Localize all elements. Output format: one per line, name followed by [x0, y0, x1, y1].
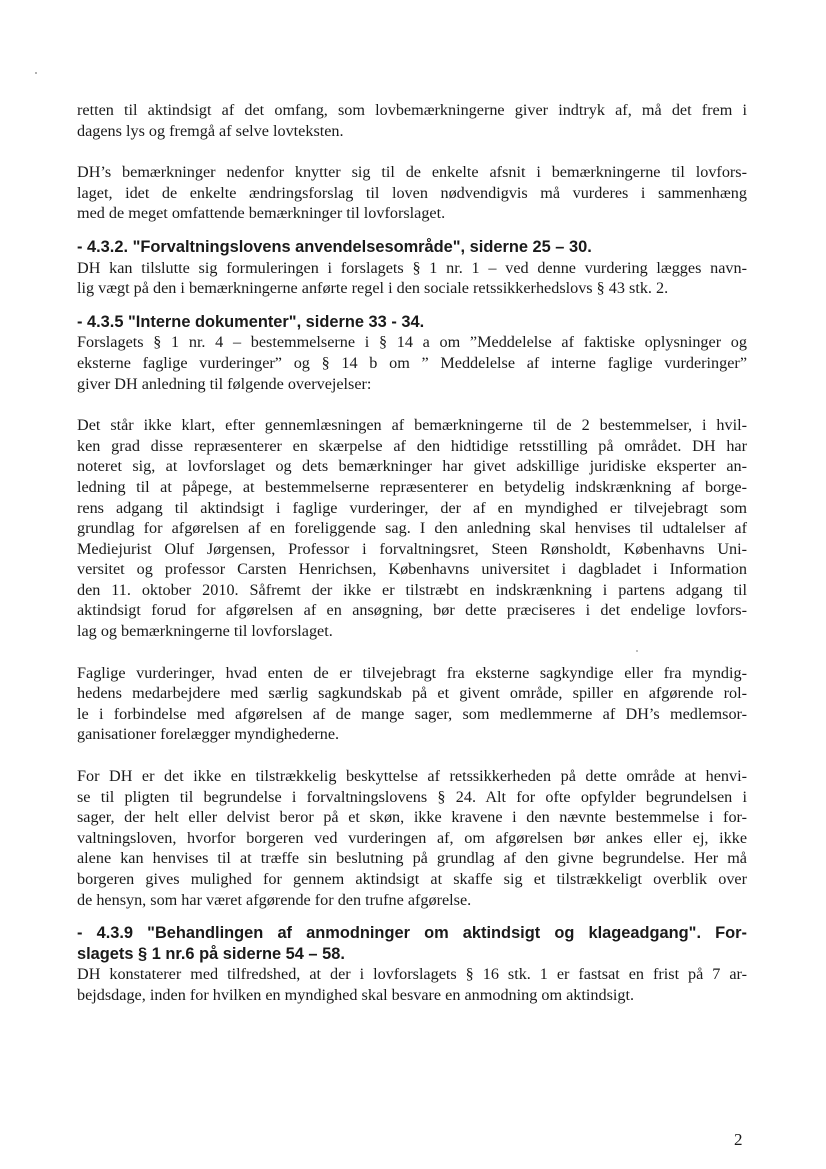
- paragraph-section-4-3-2: [77, 258, 747, 299]
- paragraph-section-4-3-5: [77, 332, 747, 394]
- text-line: sager, der helt eller delvist beror på et skøn, ikke kravene i den nævnte bestemmelse i for-: [77, 808, 747, 827]
- text-line: se til pligten til begrundelse i forvaltningslovens § 24. Alt for ofte opfylder begrundelsen i: [77, 787, 747, 806]
- section-heading-4-3-2: - 4.3.2. "Forvaltningslovens anvendelsesområde", siderne 25 – 30.: [77, 237, 592, 256]
- text-line: DH kan tilslutte sig formuleringen i forslagets § 1 nr. 1 – ved denne vurdering lægges navn-: [77, 258, 747, 277]
- paragraph-section-4-3-9: [77, 964, 747, 1005]
- text-line: Mediejurist Oluf Jørgensen, Professor i forvaltningsret, Steen Rønsholdt, Københavns Uni-: [77, 539, 747, 558]
- paragraph-aktindsigt-intro: [77, 100, 747, 141]
- text-line: med de meget omfattende bemærkninger til lovforslaget.: [77, 204, 446, 223]
- text-line: giver DH anledning til følgende overvejelser:: [77, 374, 372, 393]
- text-line: hedens medarbejdere med særlig sagkundskab på et givent område, spiller en afgørende rol-: [77, 684, 747, 703]
- text-line: versitet og professor Carsten Henrichsen, Københavns universitet i dagbladet i Information: [77, 560, 747, 579]
- text-line: Forslagets § 1 nr. 4 – bestemmelserne i § 14 a om ”Meddelelse af faktiske oplysninger og: [77, 333, 747, 352]
- text-line: rens adgang til aktindsigt i faglige vurderinger, der af en myndighed er tilvejebragt som: [77, 498, 747, 517]
- text-line: alene kan henvises til at træffe sin beslutning på grundlag af den givne begrundelse. Her må: [77, 849, 747, 868]
- text-line: borgeren gives mulighed for gennem aktindsigt at skaffe sig et tilstrækkeligt overblik over: [77, 870, 747, 888]
- paragraph-professional-assessments: [77, 663, 747, 745]
- text-line: eksterne faglige vurderinger” og § 14 b om ” Meddelelse af interne faglige vurderinger”: [77, 353, 747, 372]
- text-line: lig vægt på den i bemærkningerne anførte regel i den sociale retssikkerhedslovs § 43 stk. 2.: [77, 279, 669, 298]
- document-page: [77, 100, 747, 1006]
- paragraph-unclear-tightening: [77, 415, 747, 642]
- text-line: de hensyn, som har været afgørende for den trufne afgørelse.: [77, 890, 472, 909]
- paragraph-legal-protection: [77, 766, 747, 910]
- text-line: retten til aktindsigt af det omfang, som lovbemærkningerne giver indtryk af, må det frem i: [77, 101, 747, 119]
- text-line: DH’s bemærkninger nedenfor knytter sig til de enkelte afsnit i bemærkningerne til lovfors-: [77, 163, 747, 182]
- scan-speck: [35, 72, 37, 74]
- text-line: dagens lys og fremgå af selve lovteksten.: [77, 121, 344, 140]
- text-line: DH konstaterer med tilfredshed, at der i lovforslagets § 16 stk. 1 er fastsat en frist på 7 ar-: [77, 965, 747, 984]
- text-line: le i forbindelse med afgørelsen af de mange sager, som medlemmerne af DH’s medlemsor-: [77, 704, 747, 723]
- text-line: lag og bemærkningerne til lovforslaget.: [77, 622, 333, 641]
- text-line: Det står ikke klart, efter gennemlæsningen af bemærkningerne til de 2 bestemmelser, i hvil-: [77, 416, 747, 435]
- text-line: ganisationer forelægger myndighederne.: [77, 725, 340, 744]
- text-line: For DH er det ikke en tilstrækkelig beskyttelse af retssikkerheden på dette område at henvi-: [77, 767, 747, 786]
- page-number: 2: [734, 1130, 743, 1149]
- text-line: den 11. oktober 2010. Såfremt der ikke er tilstræbt en indskrænkning i partens adgang til: [77, 580, 747, 599]
- text-line: ken grad disse repræsenterer en skærpelse af den hidtidige retsstilling på området. DH har: [77, 436, 747, 455]
- text-line: bejdsdage, inden for hvilken en myndighed skal besvare en anmodning om aktindsigt.: [77, 985, 634, 1004]
- text-line: noteret sig, at lovforslaget og dets bemærkninger har givet adskillige juridiske eksperter an-: [77, 457, 747, 476]
- heading-line: - 4.3.9 "Behandlingen af anmodninger om aktindsigt og klageadgang". For-: [77, 924, 747, 943]
- section-heading-4-3-5: - 4.3.5 "Interne dokumenter", siderne 33 - 34.: [77, 312, 425, 331]
- text-line: aktindsigt forud for afgørelsen af en ansøgning, bør dette præciseres i det endelige lovfors-: [77, 601, 747, 620]
- section-heading-4-3-9: [77, 923, 747, 964]
- text-line: laget, idet de enkelte ændringsforslag til loven nødvendigvis må vurderes i sammenhæng: [77, 183, 747, 202]
- text-line: grundlag for afgørelsen af en foreliggende sag. I den anledning skal henvises til udtalelser af: [77, 519, 747, 538]
- text-line: ledning til at påpege, at bestemmelserne repræsenterer en betydelig indskrænkning af borge-: [77, 477, 747, 496]
- paragraph-dh-remarks: [77, 162, 747, 224]
- text-line: Faglige vurderinger, hvad enten de er tilvejebragt fra eksterne sagkyndige eller fra myndig-: [77, 663, 747, 682]
- text-line: valtningsloven, hvorfor borgeren ved vurderingen af, om afgørelsen bør ankes eller ej, ikke: [77, 828, 747, 847]
- heading-line: slagets § 1 nr.6 på siderne 54 – 58.: [77, 944, 345, 963]
